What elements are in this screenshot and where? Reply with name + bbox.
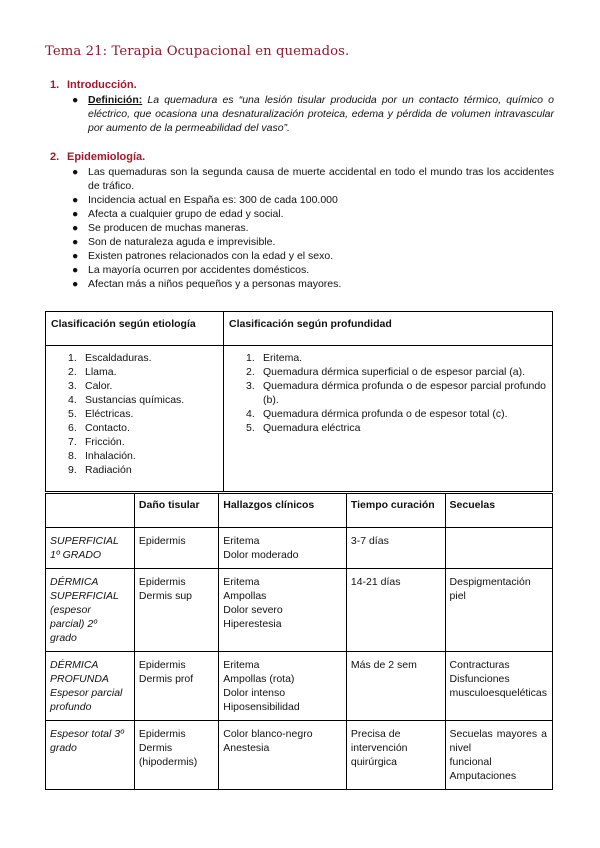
list-text: Escaldaduras. xyxy=(85,352,152,364)
table-row xyxy=(46,721,553,790)
list-item xyxy=(246,365,546,379)
burn-degree-table xyxy=(45,493,553,790)
list-text: Llama. xyxy=(85,366,117,378)
section-heading-epidemiologia xyxy=(50,151,145,163)
definition-paragraph xyxy=(88,93,554,135)
header-healing: Tiempo curación xyxy=(346,494,445,528)
cell-line: quirúrgica xyxy=(350,756,397,768)
list-number: 2. xyxy=(246,366,255,378)
definition-text: La quemadura es “una lesión tisular producida por un contacto térmico, químico o eléctrico, que ocasiona una desnaturalización proteica, edema y pérdida de volumen intravascular por aumento de la permeabilidad del vaso”. xyxy=(88,94,554,134)
classification-table xyxy=(45,311,553,492)
list-item xyxy=(246,407,546,421)
list-number: 8. xyxy=(68,450,77,462)
cell-line: Contracturas xyxy=(449,659,510,671)
depth-list xyxy=(246,351,546,435)
list-item xyxy=(72,235,554,249)
cell-line: Dermis prof xyxy=(138,673,194,685)
header-sequelae: Secuelas xyxy=(445,494,552,528)
cell-line: Ampollas (rota) xyxy=(223,673,295,685)
table-row xyxy=(46,652,553,721)
cell-healing xyxy=(346,721,445,790)
cell-damage xyxy=(134,569,218,652)
cell-line: Dermis xyxy=(138,742,173,754)
bullet-text: Afectan más a niños pequeños y a personas mayores. xyxy=(88,278,342,290)
etiology-cell xyxy=(46,346,224,492)
cell-line: Eritema xyxy=(223,535,260,547)
list-number: 4. xyxy=(246,408,255,420)
bullet-icon: ● xyxy=(72,166,79,178)
list-item xyxy=(68,407,217,421)
cell-findings xyxy=(219,721,347,790)
list-item xyxy=(68,463,217,477)
cell-line: Disfunciones xyxy=(449,673,510,685)
cell-line: grado xyxy=(50,632,77,644)
header-damage: Daño tisular xyxy=(134,494,218,528)
section-heading-introduccion xyxy=(50,79,137,91)
list-text: Eritema. xyxy=(263,352,303,364)
list-item xyxy=(72,221,554,235)
list-item xyxy=(68,393,217,407)
header-findings: Hallazgos clínicos xyxy=(219,494,347,528)
cell-line: Anestesia xyxy=(223,742,270,754)
list-number: 6. xyxy=(68,422,77,434)
cell-sequelae xyxy=(445,569,552,652)
list-text: Radiación xyxy=(85,464,132,476)
cell-line: Eritema xyxy=(223,659,260,671)
bullet-icon: ● xyxy=(72,208,79,220)
depth-cell xyxy=(224,346,553,492)
bullet-text: Afecta a cualquier grupo de edad y social. xyxy=(88,208,284,220)
list-text: Quemadura dérmica profunda o de espesor parcial profundo (b). xyxy=(263,380,546,406)
definition-bullet xyxy=(72,93,554,135)
list-item xyxy=(72,277,554,291)
cell-findings xyxy=(219,569,347,652)
cell-line: Epidermis xyxy=(138,576,186,588)
cell-line: SUPERFICIAL xyxy=(50,535,119,547)
cell-damage xyxy=(134,721,218,790)
bullet-text: La mayoría ocurren por accidentes domésticos. xyxy=(88,264,310,276)
cell-line: profundo xyxy=(50,701,92,713)
cell-line: funcional Amputaciones xyxy=(449,756,517,782)
table-row xyxy=(46,528,553,569)
list-number: 7. xyxy=(68,436,77,448)
list-item xyxy=(72,165,554,193)
list-number: 3. xyxy=(68,380,77,392)
cell-line: Dolor severo xyxy=(223,604,283,616)
section-title: Epidemiología. xyxy=(67,151,146,163)
cell-line: Espesor parcial xyxy=(50,687,123,699)
list-item xyxy=(68,351,217,365)
cell-line: parcial) 2º xyxy=(50,618,98,630)
list-number: 9. xyxy=(68,464,77,476)
list-text: Quemadura eléctrica xyxy=(263,422,361,434)
list-number: 2. xyxy=(68,366,77,378)
list-item xyxy=(246,421,546,435)
list-item xyxy=(68,365,217,379)
cell-line: grado xyxy=(50,742,77,754)
cell-line: DÉRMICA xyxy=(50,659,99,671)
cell-line: SUPERFICIAL xyxy=(50,590,119,602)
list-item xyxy=(72,207,554,221)
list-item xyxy=(72,263,554,277)
list-number: 3. xyxy=(246,380,255,392)
table-row xyxy=(46,346,553,492)
etiology-header: Clasificación según etiología xyxy=(46,312,224,346)
cell-findings xyxy=(219,528,347,569)
cell-line: Eritema xyxy=(223,576,260,588)
cell-line: Dolor moderado xyxy=(223,549,299,561)
bullet-text: Incidencia actual en España es: 300 de cada 100.000 xyxy=(88,194,338,206)
list-item xyxy=(72,249,554,263)
cell-line: (hipodermis) xyxy=(138,756,198,768)
cell-healing xyxy=(346,569,445,652)
list-number: 5. xyxy=(246,422,255,434)
cell-type xyxy=(46,528,135,569)
list-number: 5. xyxy=(68,408,77,420)
cell-sequelae xyxy=(445,721,552,790)
cell-line: 1º GRADO xyxy=(50,549,102,561)
list-text: Quemadura dérmica superficial o de espesor parcial (a). xyxy=(263,366,526,378)
cell-line: Despigmentación piel xyxy=(449,576,531,602)
list-text: Sustancias químicas. xyxy=(85,394,185,406)
cell-sequelae xyxy=(445,528,552,569)
bullet-icon: ● xyxy=(72,250,79,262)
depth-header: Clasificación según profundidad xyxy=(224,312,553,346)
bullet-text: Las quemaduras son la segunda causa de muerte accidental en todo el mundo tras los accidentes de tráfico. xyxy=(88,166,554,192)
section-number: 2. xyxy=(50,151,60,163)
bullet-text: Son de naturaleza aguda e imprevisible. xyxy=(88,236,276,248)
bullet-icon: ● xyxy=(72,264,79,276)
header-empty xyxy=(46,494,135,528)
cell-line: DÉRMICA xyxy=(50,576,99,588)
list-text: Inhalación. xyxy=(85,450,136,462)
cell-sequelae xyxy=(445,652,552,721)
cell-line: Color blanco-negro xyxy=(223,728,313,740)
cell-type xyxy=(46,652,135,721)
list-number: 1. xyxy=(246,352,255,364)
bullet-icon: ● xyxy=(72,194,79,206)
list-number: 1. xyxy=(68,352,77,364)
cell-line: Hiperestesia xyxy=(223,618,282,630)
list-item xyxy=(246,379,546,407)
list-text: Quemadura dérmica profunda o de espesor total (c). xyxy=(263,408,508,420)
cell-line: musculoesqueléticas xyxy=(449,687,547,699)
bullet-icon: ● xyxy=(72,236,79,248)
list-text: Fricción. xyxy=(85,436,125,448)
bullet-icon: ● xyxy=(72,278,79,290)
epidemiology-list xyxy=(72,165,554,291)
cell-line: Epidermis xyxy=(138,535,186,547)
list-item xyxy=(68,435,217,449)
list-item xyxy=(68,379,217,393)
definition-label: Definición: xyxy=(88,94,143,106)
cell-line: Epidermis xyxy=(138,728,186,740)
section-number: 1. xyxy=(50,79,60,91)
cell-line: Ampollas xyxy=(223,590,267,602)
cell-line: Dolor intenso xyxy=(223,687,286,699)
list-item xyxy=(68,421,217,435)
cell-healing xyxy=(346,528,445,569)
table-header-row xyxy=(46,494,553,528)
list-item xyxy=(68,449,217,463)
cell-damage xyxy=(134,652,218,721)
list-text: Eléctricas. xyxy=(85,408,134,420)
cell-damage xyxy=(134,528,218,569)
cell-type xyxy=(46,721,135,790)
list-text: Calor. xyxy=(85,380,113,392)
cell-line: 3-7 días xyxy=(350,535,389,547)
cell-findings xyxy=(219,652,347,721)
bullet-text: Existen patrones relacionados con la edad y el sexo. xyxy=(88,250,334,262)
cell-line: Hiposensibilidad xyxy=(223,701,300,713)
cell-line: intervención xyxy=(350,742,408,754)
cell-line: Espesor total 3º xyxy=(50,728,124,740)
list-item xyxy=(246,351,546,365)
page-title: Tema 21: Terapia Ocupacional en quemados. xyxy=(45,44,350,59)
cell-line: Dermis sup xyxy=(138,590,193,602)
cell-type xyxy=(46,569,135,652)
table-row xyxy=(46,569,553,652)
cell-healing xyxy=(346,652,445,721)
cell-line: PROFUNDA xyxy=(50,673,109,685)
bullet-icon: ● xyxy=(72,94,79,106)
cell-line: (espesor xyxy=(50,604,91,616)
cell-line: Más de 2 sem xyxy=(350,659,417,671)
list-number: 4. xyxy=(68,394,77,406)
cell-line: 14-21 días xyxy=(350,576,401,588)
cell-line: Secuelas mayores a nivel xyxy=(449,728,547,754)
section-title: Introducción. xyxy=(67,79,137,91)
cell-line: Epidermis xyxy=(138,659,186,671)
list-text: Contacto. xyxy=(85,422,130,434)
cell-line: Precisa de xyxy=(350,728,401,740)
bullet-icon: ● xyxy=(72,222,79,234)
etiology-list xyxy=(68,351,217,477)
list-item xyxy=(72,193,554,207)
bullet-text: Se producen de muchas maneras. xyxy=(88,222,249,234)
table-header-row xyxy=(46,312,553,346)
